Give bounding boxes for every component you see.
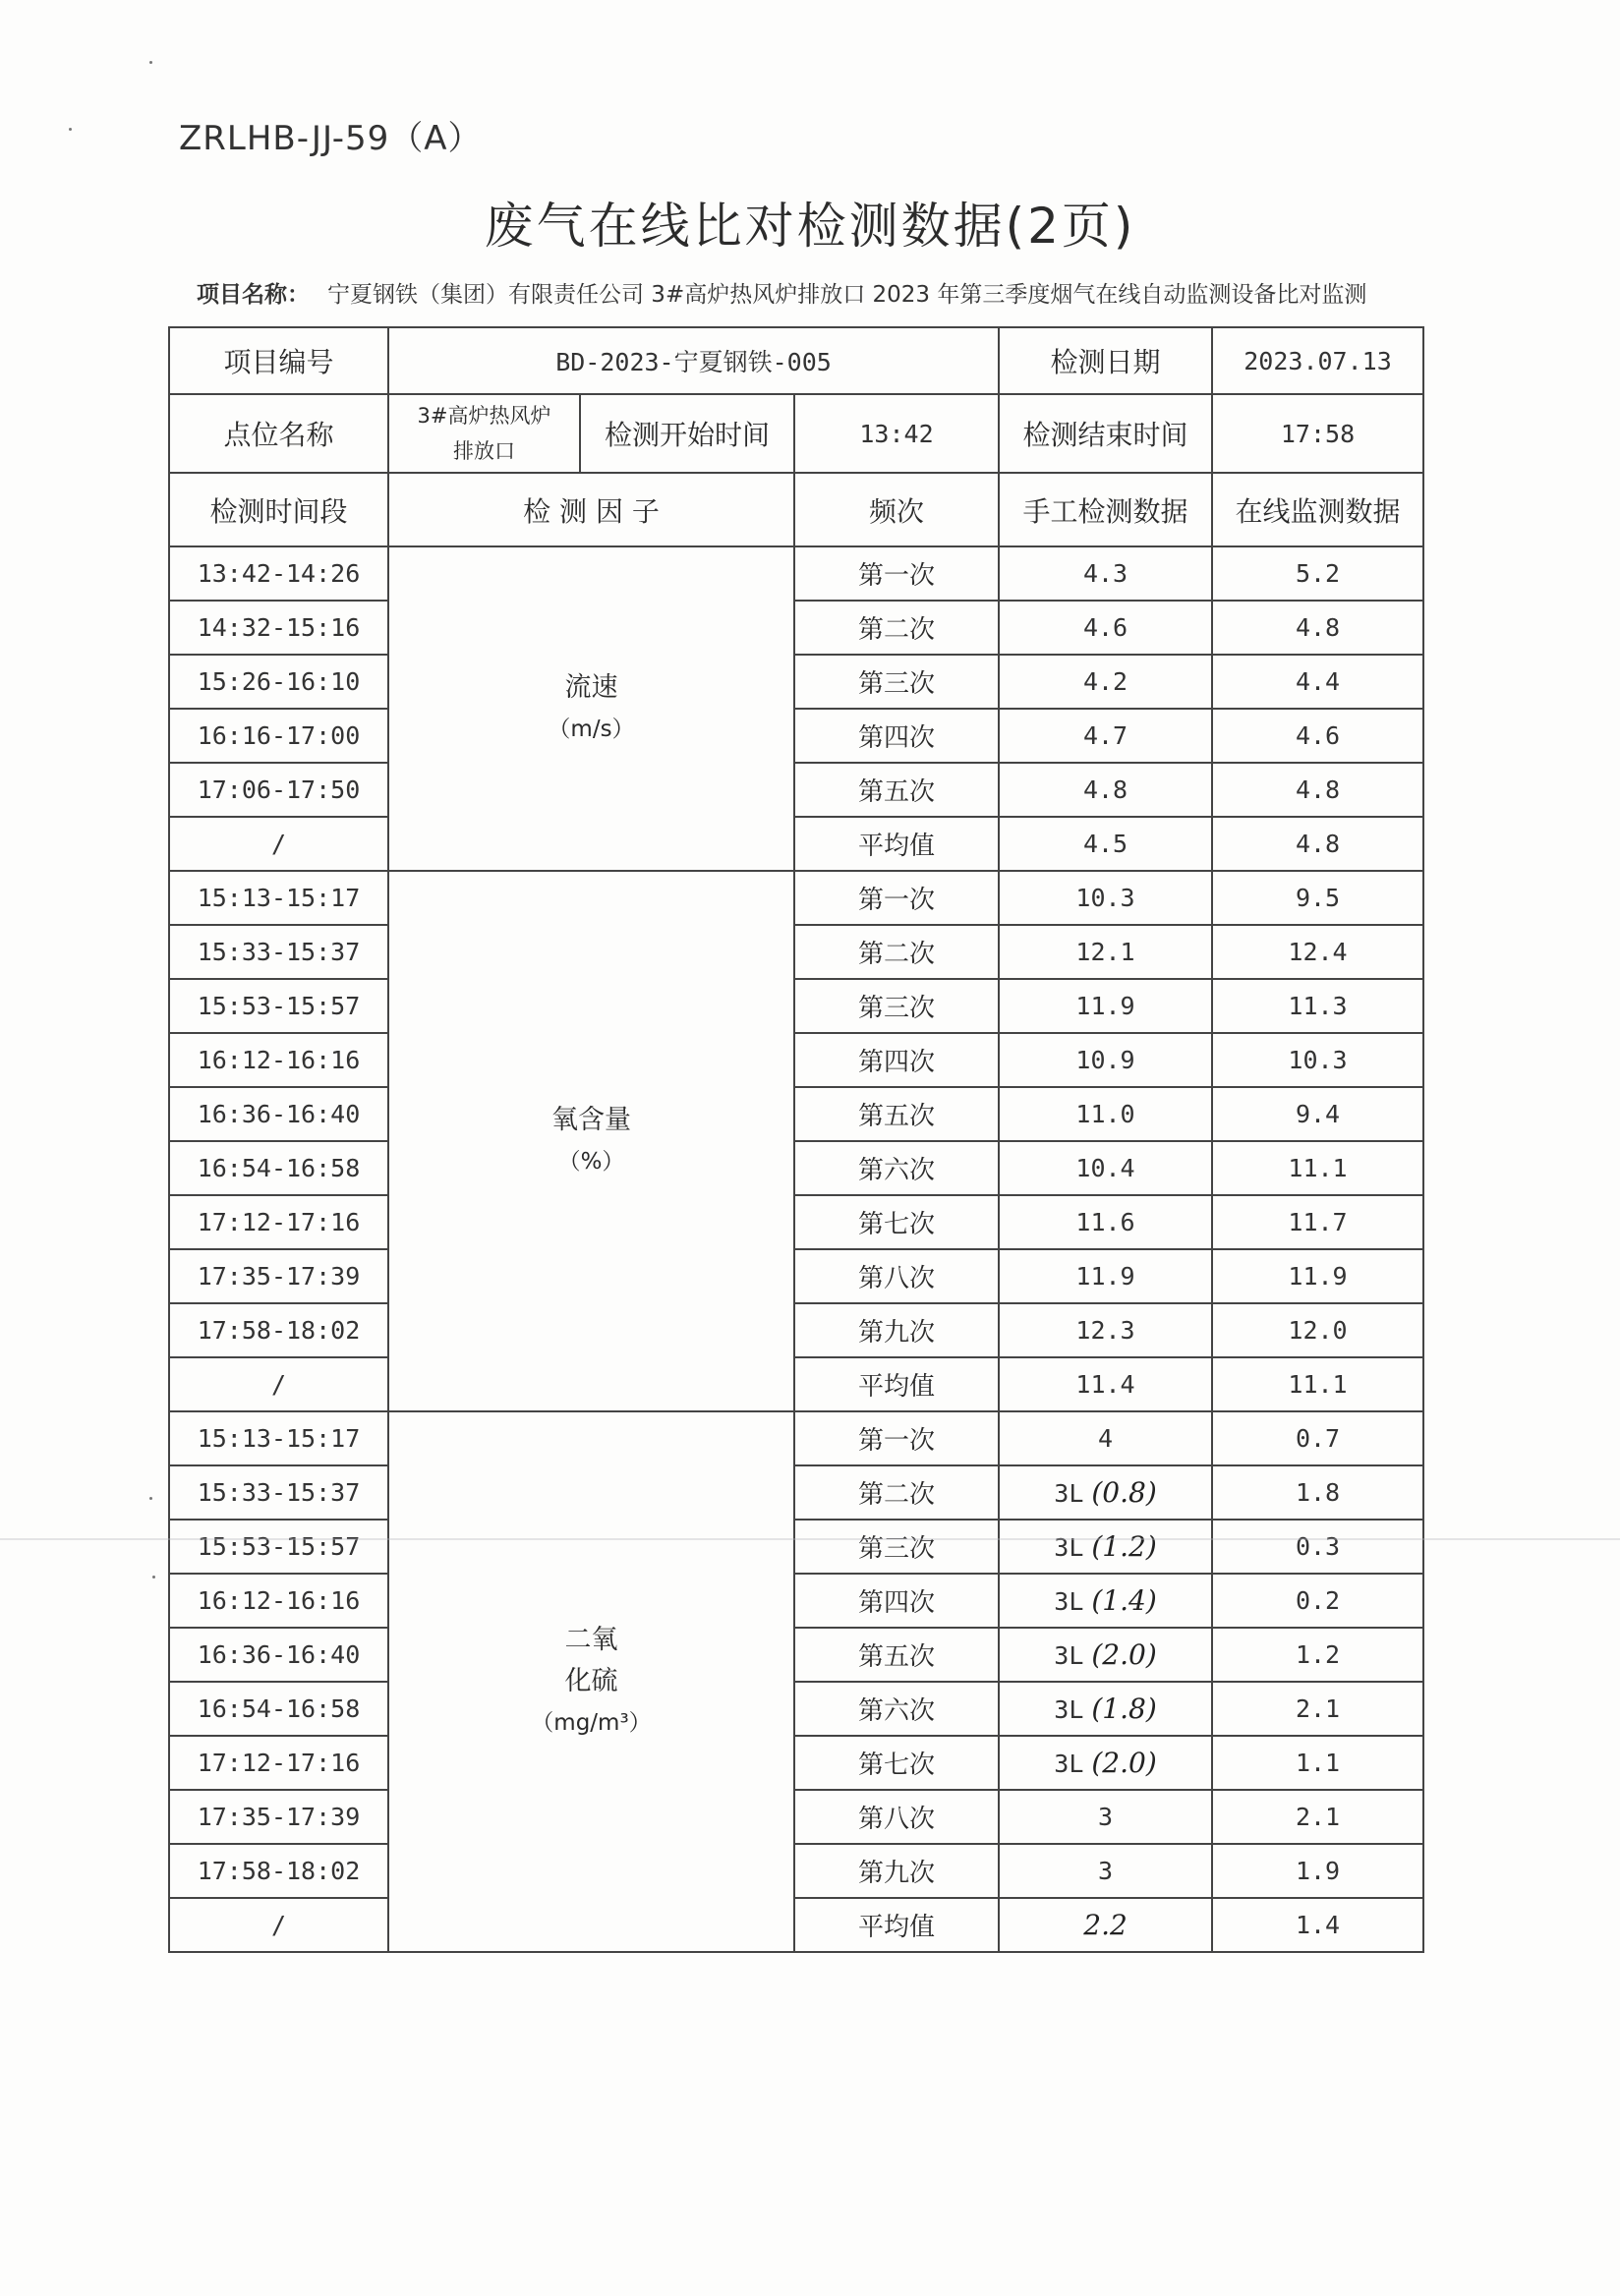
factor-unit: （m/s） (548, 717, 635, 742)
frequency-cell: 第三次 (794, 979, 999, 1033)
online-value-cell: 1.2 (1212, 1628, 1423, 1682)
manual-value: 4.5 (1082, 830, 1128, 858)
manual-value: 11.6 (1075, 1208, 1135, 1236)
scan-speck (149, 61, 152, 64)
manual-value: 3L (1054, 1641, 1084, 1670)
manual-value: 4.8 (1082, 775, 1128, 804)
period-cell: 17:35-17:39 (169, 1249, 388, 1303)
manual-handwritten-note: (0.8) (1091, 1476, 1157, 1509)
manual-value-cell (999, 1790, 1212, 1844)
period-cell: 13:42-14:26 (169, 546, 388, 601)
online-value-cell: 9.5 (1212, 871, 1423, 925)
factor-unit: （mg/m³） (531, 1710, 652, 1736)
frequency-cell: 第三次 (794, 1520, 999, 1574)
manual-value-cell (999, 1628, 1212, 1682)
online-value-cell: 11.1 (1212, 1357, 1423, 1411)
frequency-cell: 平均值 (794, 1898, 999, 1952)
online-value-cell: 1.4 (1212, 1898, 1423, 1952)
frequency-cell: 第七次 (794, 1195, 999, 1249)
frequency-cell: 第八次 (794, 1790, 999, 1844)
manual-value: 4 (1097, 1424, 1114, 1453)
table-row (169, 817, 1423, 871)
factor-name: 流速 (564, 672, 618, 703)
frequency-cell: 第六次 (794, 1141, 999, 1195)
table-row (169, 1033, 1423, 1087)
table-row (169, 1520, 1423, 1574)
online-value-cell: 12.0 (1212, 1303, 1423, 1357)
online-value-cell: 9.4 (1212, 1087, 1423, 1141)
manual-handwritten-note: (1.2) (1091, 1530, 1157, 1563)
manual-value: 4.7 (1082, 721, 1128, 750)
online-value-cell: 1.9 (1212, 1844, 1423, 1898)
site-label: 点位名称 (169, 394, 388, 473)
manual-value-cell (999, 1141, 1212, 1195)
period-cell: 17:06-17:50 (169, 763, 388, 817)
column-header-period: 检测时间段 (169, 473, 388, 546)
table-row (169, 1682, 1423, 1736)
frequency-cell: 第一次 (794, 546, 999, 601)
period-cell: 15:33-15:37 (169, 1465, 388, 1520)
info-row-1 (169, 327, 1423, 394)
online-value-cell: 10.3 (1212, 1033, 1423, 1087)
manual-value: 11.4 (1075, 1370, 1135, 1399)
document-title: 废气在线比对检测数据(2页) (484, 198, 1136, 255)
table-row (169, 1249, 1423, 1303)
column-header-factor: 检 测 因 子 (388, 473, 794, 546)
frequency-cell: 第五次 (794, 763, 999, 817)
online-value-cell: 0.7 (1212, 1411, 1423, 1465)
manual-value-cell (999, 1195, 1212, 1249)
period-cell: / (169, 1898, 388, 1952)
online-value-cell: 2.1 (1212, 1682, 1423, 1736)
manual-value: 11.9 (1075, 1262, 1135, 1291)
table-row (169, 1195, 1423, 1249)
manual-value: 11.9 (1075, 992, 1135, 1020)
period-cell: 17:12-17:16 (169, 1195, 388, 1249)
online-value-cell: 4.8 (1212, 601, 1423, 655)
manual-value-cell (999, 1844, 1212, 1898)
online-value-cell: 1.8 (1212, 1465, 1423, 1520)
table-row (169, 1303, 1423, 1357)
period-cell: 15:33-15:37 (169, 925, 388, 979)
manual-value-cell (999, 979, 1212, 1033)
date-label: 检测日期 (999, 327, 1212, 394)
table-row (169, 709, 1423, 763)
frequency-cell: 第一次 (794, 871, 999, 925)
table-row (169, 1844, 1423, 1898)
period-cell: 15:13-15:17 (169, 1411, 388, 1465)
manual-handwritten-note: (1.4) (1091, 1584, 1157, 1617)
project-no-label: 项目编号 (169, 327, 388, 394)
site-value-line1: 3#高炉热风炉 (417, 404, 551, 428)
column-header-freq: 频次 (794, 473, 999, 546)
manual-value-cell (999, 817, 1212, 871)
manual-value: 4.2 (1082, 667, 1128, 696)
frequency-cell: 第一次 (794, 1411, 999, 1465)
table-row (169, 1628, 1423, 1682)
manual-value-cell (999, 1087, 1212, 1141)
scan-speck (149, 1497, 152, 1500)
project-name-line (197, 276, 1366, 309)
frequency-cell: 第九次 (794, 1303, 999, 1357)
frequency-cell: 第九次 (794, 1844, 999, 1898)
scan-speck (152, 1576, 155, 1578)
project-name-label: 项目名称： (197, 282, 310, 308)
frequency-cell: 第三次 (794, 655, 999, 709)
online-value-cell: 4.8 (1212, 817, 1423, 871)
manual-value-cell (999, 1357, 1212, 1411)
factor-name: 氧含量 (551, 1105, 631, 1135)
frequency-cell: 第八次 (794, 1249, 999, 1303)
online-value-cell: 0.3 (1212, 1520, 1423, 1574)
online-value-cell: 4.6 (1212, 709, 1423, 763)
manual-value-cell (999, 1574, 1212, 1628)
manual-value: 12.3 (1075, 1316, 1135, 1345)
manual-value-cell (999, 1411, 1212, 1465)
manual-value: 3L (1054, 1479, 1084, 1508)
frequency-cell: 第五次 (794, 1087, 999, 1141)
manual-value: 2.2 (1083, 1909, 1128, 1941)
manual-value-cell (999, 1033, 1212, 1087)
manual-value-cell (999, 1898, 1212, 1952)
manual-value: 12.1 (1075, 938, 1135, 966)
table-row (169, 1465, 1423, 1520)
frequency-cell: 第六次 (794, 1682, 999, 1736)
manual-value: 3L (1054, 1533, 1084, 1562)
manual-value: 3 (1097, 1803, 1114, 1831)
comparison-table (168, 326, 1424, 1953)
manual-value: 10.4 (1075, 1154, 1135, 1182)
period-cell: 16:12-16:16 (169, 1574, 388, 1628)
table-row (169, 925, 1423, 979)
manual-value-cell (999, 763, 1212, 817)
period-cell: 16:36-16:40 (169, 1628, 388, 1682)
scan-artifact-line (0, 1538, 1620, 1540)
manual-handwritten-note: (2.0) (1091, 1638, 1157, 1671)
manual-value-cell (999, 1249, 1212, 1303)
frequency-cell: 第七次 (794, 1736, 999, 1790)
table-row (169, 1141, 1423, 1195)
factor-name: 二氧 (564, 1625, 618, 1655)
table-row (169, 1087, 1423, 1141)
table-row (169, 546, 1423, 601)
frequency-cell: 第四次 (794, 1574, 999, 1628)
column-header-row (169, 473, 1423, 546)
manual-value: 10.9 (1075, 1046, 1135, 1074)
period-cell: 17:58-18:02 (169, 1844, 388, 1898)
frequency-cell: 第二次 (794, 925, 999, 979)
table-row (169, 601, 1423, 655)
manual-value: 10.3 (1075, 884, 1135, 912)
online-value-cell: 11.1 (1212, 1141, 1423, 1195)
project-name-value: 宁夏钢铁（集团）有限责任公司 3#高炉热风炉排放口 2023 年第三季度烟气在线自动监测设备比对监测 (327, 282, 1367, 308)
manual-handwritten-note: (2.0) (1091, 1747, 1157, 1779)
online-value-cell: 11.3 (1212, 979, 1423, 1033)
period-cell: 15:53-15:57 (169, 1520, 388, 1574)
manual-value: 3L (1054, 1587, 1084, 1616)
manual-value-cell (999, 1303, 1212, 1357)
factor-unit: （%） (557, 1149, 625, 1175)
site-value-line2: 排放口 (453, 439, 515, 463)
online-value-cell: 12.4 (1212, 925, 1423, 979)
factor-cell (388, 546, 794, 871)
table-row (169, 1357, 1423, 1411)
manual-value: 4.3 (1082, 559, 1128, 588)
online-value-cell: 1.1 (1212, 1736, 1423, 1790)
factor-cell (388, 871, 794, 1411)
manual-value-cell (999, 1520, 1212, 1574)
frequency-cell: 第四次 (794, 709, 999, 763)
end-time-label: 检测结束时间 (999, 394, 1212, 473)
online-value-cell: 2.1 (1212, 1790, 1423, 1844)
start-time-label: 检测开始时间 (580, 394, 794, 473)
start-time-value: 13:42 (794, 394, 999, 473)
online-value-cell: 5.2 (1212, 546, 1423, 601)
frequency-cell: 第五次 (794, 1628, 999, 1682)
frequency-cell: 第四次 (794, 1033, 999, 1087)
period-cell: / (169, 1357, 388, 1411)
manual-value: 3L (1054, 1695, 1084, 1724)
online-value-cell: 4.4 (1212, 655, 1423, 709)
period-cell: / (169, 817, 388, 871)
manual-value-cell (999, 546, 1212, 601)
frequency-cell: 第二次 (794, 1465, 999, 1520)
manual-value-cell (999, 709, 1212, 763)
online-value-cell: 0.2 (1212, 1574, 1423, 1628)
manual-value: 3L (1054, 1750, 1084, 1778)
frequency-cell: 平均值 (794, 817, 999, 871)
table-row (169, 1898, 1423, 1952)
online-value-cell: 11.9 (1212, 1249, 1423, 1303)
table-row (169, 763, 1423, 817)
manual-value-cell (999, 925, 1212, 979)
date-value: 2023.07.13 (1212, 327, 1423, 394)
manual-handwritten-note: (1.8) (1091, 1693, 1157, 1725)
manual-value-cell (999, 601, 1212, 655)
manual-value: 4.6 (1082, 613, 1128, 642)
period-cell: 16:54-16:58 (169, 1141, 388, 1195)
table-row (169, 655, 1423, 709)
period-cell: 16:54-16:58 (169, 1682, 388, 1736)
manual-value-cell (999, 1682, 1212, 1736)
end-time-value: 17:58 (1212, 394, 1423, 473)
frequency-cell: 第二次 (794, 601, 999, 655)
period-cell: 16:36-16:40 (169, 1087, 388, 1141)
table-row (169, 1411, 1423, 1465)
period-cell: 15:26-16:10 (169, 655, 388, 709)
project-no-value: BD-2023-宁夏钢铁-005 (388, 327, 999, 394)
period-cell: 17:35-17:39 (169, 1790, 388, 1844)
frequency-cell: 平均值 (794, 1357, 999, 1411)
period-cell: 16:12-16:16 (169, 1033, 388, 1087)
manual-value: 11.0 (1075, 1100, 1135, 1128)
manual-value-cell (999, 655, 1212, 709)
period-cell: 17:58-18:02 (169, 1303, 388, 1357)
column-header-online: 在线监测数据 (1212, 473, 1423, 546)
manual-value-cell (999, 1736, 1212, 1790)
document-code: ZRLHB-JJ-59（A） (179, 119, 483, 158)
site-value (388, 394, 580, 473)
table-row (169, 1736, 1423, 1790)
period-cell: 14:32-15:16 (169, 601, 388, 655)
factor-cell (388, 1411, 794, 1952)
table-row (169, 871, 1423, 925)
period-cell: 17:12-17:16 (169, 1736, 388, 1790)
manual-value-cell (999, 1465, 1212, 1520)
table-row (169, 979, 1423, 1033)
manual-value: 3 (1097, 1857, 1114, 1885)
table-row (169, 1574, 1423, 1628)
online-value-cell: 11.7 (1212, 1195, 1423, 1249)
online-value-cell: 4.8 (1212, 763, 1423, 817)
period-cell: 15:13-15:17 (169, 871, 388, 925)
factor-name-line2: 化硫 (564, 1666, 618, 1696)
column-header-manual: 手工检测数据 (999, 473, 1212, 546)
info-row-2 (169, 394, 1423, 473)
scan-speck (69, 128, 72, 131)
period-cell: 16:16-17:00 (169, 709, 388, 763)
manual-value-cell (999, 871, 1212, 925)
period-cell: 15:53-15:57 (169, 979, 388, 1033)
table-row (169, 1790, 1423, 1844)
